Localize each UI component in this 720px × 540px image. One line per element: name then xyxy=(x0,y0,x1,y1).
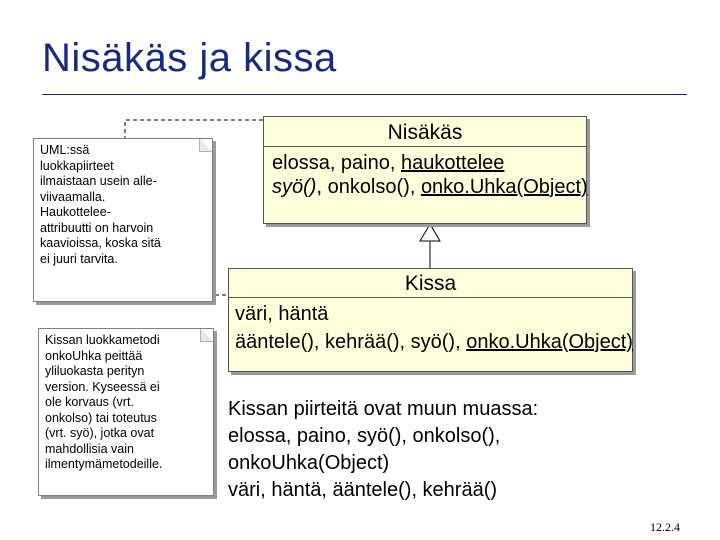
summary-line: onkoUhka(Object) xyxy=(228,452,390,474)
note1-anchor-line xyxy=(125,120,263,140)
operation-abstract: syö() xyxy=(272,176,317,198)
operations-plain: , onkolso(), xyxy=(316,176,421,198)
summary-line: väri, häntä, ääntele(), kehrää() xyxy=(228,479,498,501)
note-fold-icon xyxy=(200,328,214,342)
operations-plain: ääntele(), kehrää(), syö(), xyxy=(235,331,467,353)
operation-static: onko.Uhka(Object) xyxy=(420,176,588,198)
summary-text xyxy=(228,396,538,504)
attribute-static: haukottelee xyxy=(400,152,505,174)
inheritance-arrowhead xyxy=(420,224,440,241)
class-nisakas xyxy=(263,116,587,224)
class-nisakas-attributes xyxy=(272,151,578,175)
note-fold-icon xyxy=(199,138,213,152)
class-kissa-name: Kissa xyxy=(404,272,457,295)
note-class-method xyxy=(38,328,214,496)
class-kissa xyxy=(228,268,633,372)
operation-static: onko.Uhka(Object) xyxy=(466,331,633,353)
class-nisakas-operations xyxy=(272,175,588,199)
attributes-plain: elossa, paino, xyxy=(272,152,401,174)
page-number: 12.2.4 xyxy=(650,520,680,534)
class-kissa-attributes: väri, häntä xyxy=(235,303,329,325)
note-class-method-text: Kissan luokkametodi onkoUhka peittää yliluokasta perityn version. Kyseessä ei ole korvaus (vrt. onkolso) tai toteutus (vrt. syö), jotka ovat mahdollisia vain ilmentymämetodeille. xyxy=(45,333,163,471)
summary-line: elossa, paino, syö(), onkolso(), xyxy=(228,425,501,447)
slide-title: Nisäkäs ja kissa xyxy=(42,36,337,80)
note-class-features-text: UML:ssä luokkapiirteet ilmaistaan usein alle- viivaamalla. Haukottelee- attribuutti on harvoin kaavioissa, koska sitä ei juuri tarvita. xyxy=(40,143,161,266)
class-nisakas-name: Nisäkäs xyxy=(387,121,463,144)
class-kissa-operations xyxy=(235,330,633,354)
summary-line: Kissan piirteitä ovat muun muassa: xyxy=(228,398,539,420)
note-class-features xyxy=(33,138,213,302)
